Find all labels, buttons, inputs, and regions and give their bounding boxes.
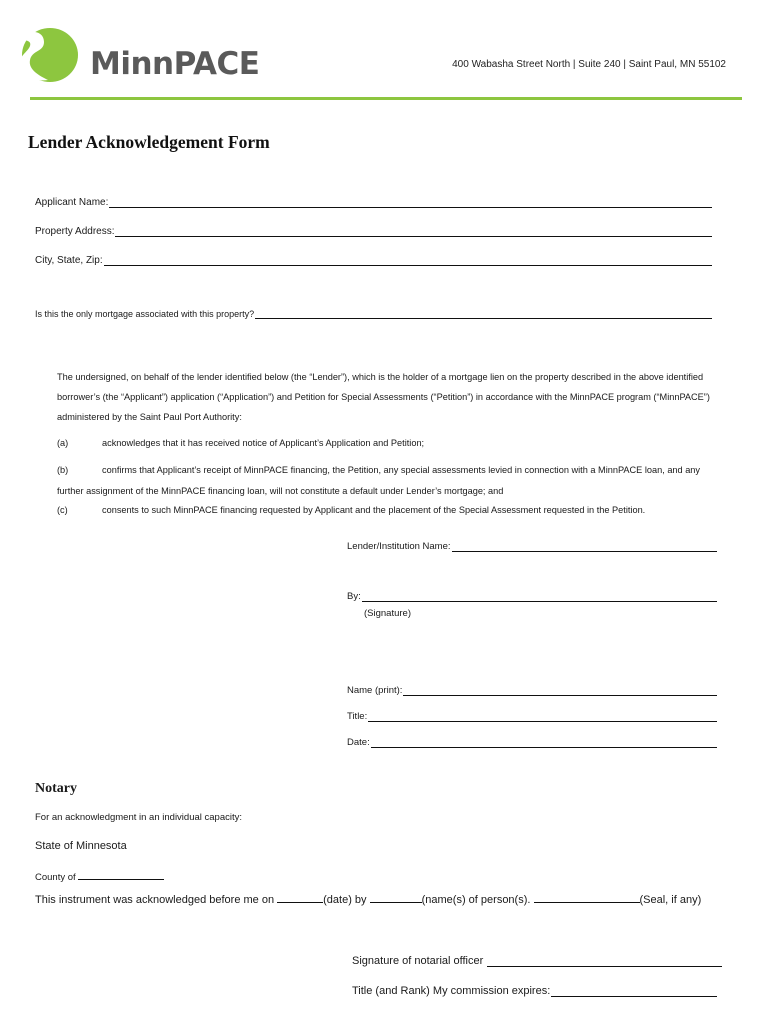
instrument-names-line[interactable] <box>370 892 422 903</box>
city-state-zip-field[interactable] <box>35 255 712 266</box>
brand-wordmark <box>90 46 260 82</box>
instrument-prefix: This instrument was acknowledged before me on <box>35 894 275 906</box>
commission-expires-label: Title (and Rank) My commission expires: <box>352 985 551 997</box>
commission-expires-line[interactable] <box>551 986 717 997</box>
notary-heading: Notary <box>35 781 77 796</box>
form-title: Lender Acknowledgement Form <box>28 132 270 152</box>
city-state-zip-line[interactable] <box>104 255 712 266</box>
item-c-letter: (c) <box>57 505 68 515</box>
property-address-label: Property Address: <box>35 226 115 237</box>
intro-line-3: administered by the Saint Paul Port Authority: <box>57 412 242 422</box>
item-b-letter: (b) <box>57 465 69 475</box>
instrument-persons-label: (name(s) of person(s). <box>421 894 531 906</box>
item-b-text: confirms that Applicant’s receipt of MinnPACE financing, the Petition, any special assessments levied in connection with a MinnPACE loan, and any <box>102 465 701 475</box>
commission-expires-field[interactable] <box>352 985 717 997</box>
notary-signature-line[interactable] <box>487 956 722 967</box>
applicant-name-field[interactable] <box>35 197 712 208</box>
applicant-name-line[interactable] <box>109 197 712 208</box>
item-c-text: consents to such MinnPACE financing requested by Applicant and the placement of the Special Assessment requested in the Petition. <box>102 505 646 515</box>
by-field[interactable] <box>347 591 717 602</box>
by-label: By: <box>347 591 361 602</box>
property-address-line[interactable] <box>115 226 712 237</box>
minnpace-logo-icon <box>14 26 80 84</box>
intro-paragraph <box>57 367 717 427</box>
notary-signature-field[interactable] <box>352 955 722 967</box>
title-label: Title: <box>347 711 368 722</box>
brand-pace: PACE <box>173 46 260 82</box>
name-print-line[interactable] <box>403 685 717 696</box>
item-a-letter: (a) <box>57 438 69 448</box>
instrument-date-label: (date) by <box>323 894 367 906</box>
notary-capacity: For an acknowledgment in an individual capacity: <box>35 812 243 823</box>
mortgage-question-field[interactable] <box>35 308 712 319</box>
item-a-text: acknowledges that it has received notice of Applicant’s Application and Petition; <box>102 438 425 448</box>
header-divider <box>30 97 742 100</box>
lender-name-label: Lender/Institution Name: <box>347 541 451 552</box>
brand-minn: Minn <box>90 46 174 82</box>
county-line[interactable] <box>78 869 164 880</box>
city-state-zip-label: City, State, Zip: <box>35 255 103 266</box>
title-field[interactable] <box>347 711 717 722</box>
title-line[interactable] <box>368 711 717 722</box>
instrument-date-line[interactable] <box>277 892 323 903</box>
name-print-label: Name (print): <box>347 685 403 696</box>
lender-name-field[interactable] <box>347 541 717 552</box>
notary-state: State of Minnesota <box>35 840 127 852</box>
mortgage-question-label: Is this the only mortgage associated with this property? <box>35 309 255 319</box>
property-address-field[interactable] <box>35 226 712 237</box>
item-b-continuation: further assignment of the MinnPACE financing loan, will not constitute a default under Lender’s mortgage; and <box>57 486 504 496</box>
date-label: Date: <box>347 737 370 748</box>
mortgage-question-line[interactable] <box>255 308 712 319</box>
lender-name-line[interactable] <box>452 541 717 552</box>
signature-caption: (Signature) <box>364 608 411 619</box>
applicant-name-label: Applicant Name: <box>35 197 109 208</box>
by-signature-line[interactable] <box>362 591 717 602</box>
header-address: 400 Wabasha Street North | Suite 240 | Saint Paul, MN 55102 <box>452 59 726 70</box>
instrument-seal-label: (Seal, if any) <box>639 894 702 906</box>
county-label: County of <box>35 872 76 883</box>
date-line[interactable] <box>371 737 717 748</box>
instrument-seal-line[interactable] <box>534 892 640 903</box>
intro-line-2: borrower’s (the “Applicant”) application (“Application”) and Petition for Special Assessments (“Petition”) in accordance with the MinnPACE program (“MinnPACE”) <box>57 392 710 402</box>
date-field[interactable] <box>347 737 717 748</box>
instrument-line <box>35 892 701 906</box>
notary-signature-label: Signature of notarial officer <box>352 955 484 967</box>
name-print-field[interactable] <box>347 685 717 696</box>
intro-line-1: The undersigned, on behalf of the lender identified below (the “Lender”), which is the holder of a mortgage lien on the property described in the above identified <box>57 372 704 382</box>
county-field[interactable] <box>35 869 164 883</box>
